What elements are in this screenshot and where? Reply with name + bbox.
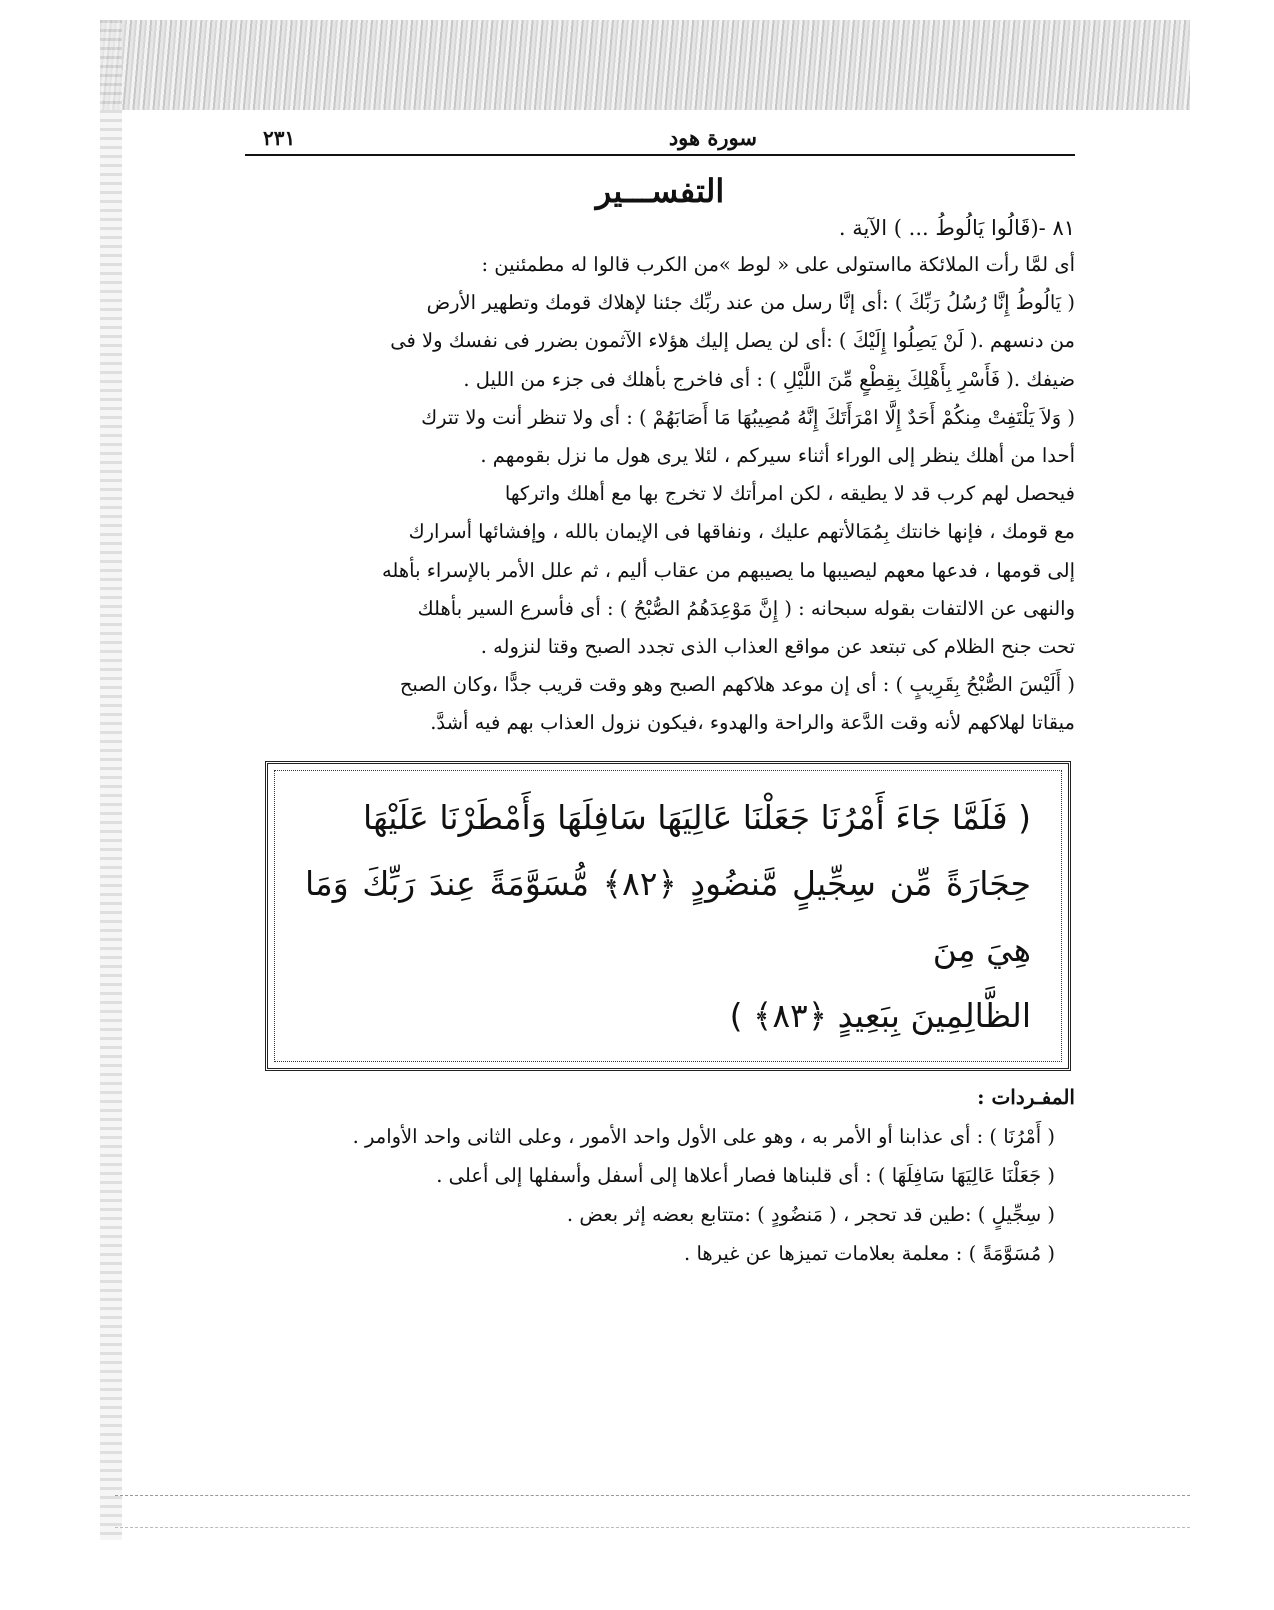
tafsir-line: ضيفك .( فَأَسْرِ بِأَهْلِكَ بِقِطْعٍ مِّنَ اللَّيْلِ ) : أى فاخرج بأهلك فى جزء من الليل . xyxy=(463,367,1075,391)
scan-line-bottom xyxy=(115,1495,1190,1497)
tafsir-line: ( أَلَيْسَ الصُّبْحُ بِقَرِيبٍ ) : أى إن موعد هلاكهم الصبح وهو وقت قريب جدًّا ،وكان الصبح xyxy=(399,673,1075,697)
quran-line: الظَّالِمِينَ بِبَعِيدٍ ﴿٨٣﴾ ) xyxy=(729,995,1031,1035)
vocabulary-item: ( سِجِّيلٍ ) :طين قد تحجر ، ( مَنضُودٍ ) :متتابع بعضه إثر بعض . xyxy=(566,1202,1055,1226)
quran-line: حِجَارَةً مِّن سِجِّيلٍ مَّنضُودٍ ﴿٨٢﴾ مُّسَوَّمَةً عِندَ رَبِّكَ وَمَا هِيَ مِنَ xyxy=(305,863,1031,969)
scan-line-bottom-2 xyxy=(115,1527,1190,1529)
vocabulary-item: ( جَعَلْنَا عَالِيَهَا سَافِلَهَا ) : أى قلبناها فصار أعلاها إلى أسفل وأسفلها إلى أعلى . xyxy=(436,1163,1055,1187)
vocabulary-item: ( أَمْرُنَا ) : أى عذابنا أو الأمر به ، وهو على الأول واحد الأمور ، وعلى الثانى واحد الأوامر . xyxy=(352,1124,1055,1148)
section-title: التفســـير xyxy=(595,172,725,210)
scan-noise-left xyxy=(100,20,122,1540)
quran-line: ( فَلَمَّا جَاءَ أَمْرُنَا جَعَلْنَا عَالِيَهَا سَافِلَهَا وَأَمْطَرْنَا عَلَيْهَا xyxy=(363,797,1031,837)
tafsir-line: أى لمَّا رأت الملائكة مااستولى على « لوط »من الكرب قالوا له مطمئنين : xyxy=(481,253,1075,276)
tafsir-line: تحت جنح الظلام كى تبتعد عن مواقع العذاب الذى تجدد الصبح وقتا لنزوله . xyxy=(480,635,1075,659)
tafsir-line: مع قومك ، فإنها خانتك بِمُمَالأتهم عليك ، ونفاقها فى الإيمان بالله ، وإفشائها أسرارك xyxy=(408,520,1075,544)
page-header xyxy=(245,112,1075,156)
tafsir-line: من دنسهم .( لَنْ يَصِلُوا إِلَيْكَ ) :أى لن يصل إليك هؤلاء الآثمون بضرر فى نفسك ولا فى xyxy=(390,329,1075,353)
tafsir-line: ميقاتا لهلاكهم لأنه وقت الدَّعة والراحة والهدوء ،فيكون نزول العذاب بهم فيه أشدَّ. xyxy=(430,711,1075,735)
tafsir-body xyxy=(245,246,1075,743)
book-page xyxy=(245,112,1075,1273)
tafsir-line: ( وَلاَ يَلْتَفِتْ مِنكُمْ أَحَدٌ إِلَّا امْرَأَتَكَ إِنَّهُ مُصِيبُهَا مَا أَصَابَهُمْ ) : أى ولا تنظر أنت ولا تترك xyxy=(421,405,1075,429)
quran-verse-box xyxy=(265,761,1071,1071)
page-number: ٢٣١ xyxy=(263,126,296,150)
quran-verse-frame xyxy=(274,770,1062,1062)
scan-noise-top xyxy=(100,20,1190,110)
surah-name: سورة هود xyxy=(668,125,757,150)
vocabulary-item: ( مُسَوَّمَةً ) : معلمة بعلامات تميزها عن غيرها . xyxy=(684,1241,1055,1265)
vocabulary-heading: المفـردات : xyxy=(977,1084,1075,1109)
tafsir-line: إلى قومها ، فدعها معهم ليصيبها ما يصيبهم من عقاب أليم ، ثم علل الأمر بالإسراء بأهله xyxy=(381,558,1075,582)
tafsir-line: فيحصل لهم كرب قد لا يطيقه ، لكن امرأتك لا تخرج بها مع أهلك واتركها xyxy=(504,482,1075,506)
verse-reference: ٨١ -(قَالُوا يَالُوطُ ... ) الآية . xyxy=(838,216,1075,240)
vocabulary-list xyxy=(245,1117,1075,1273)
tafsir-line: أحدا من أهلك ينظر إلى الوراء أثناء سيركم ، لئلا يرى هول ما نزل بقومهم . xyxy=(480,444,1075,468)
tafsir-line: والنهى عن الالتفات بقوله سبحانه : ( إِنَّ مَوْعِدَهُمُ الصُّبْحُ ) : أى فأسرع السير بأهلك xyxy=(417,596,1075,620)
tafsir-line: ( يَالُوطُ إِنَّا رُسُلُ رَبِّكَ ) :أى إنَّا رسل من عند ربِّك جئنا لإهلاك قومك وتطهير الأرض xyxy=(426,291,1075,315)
